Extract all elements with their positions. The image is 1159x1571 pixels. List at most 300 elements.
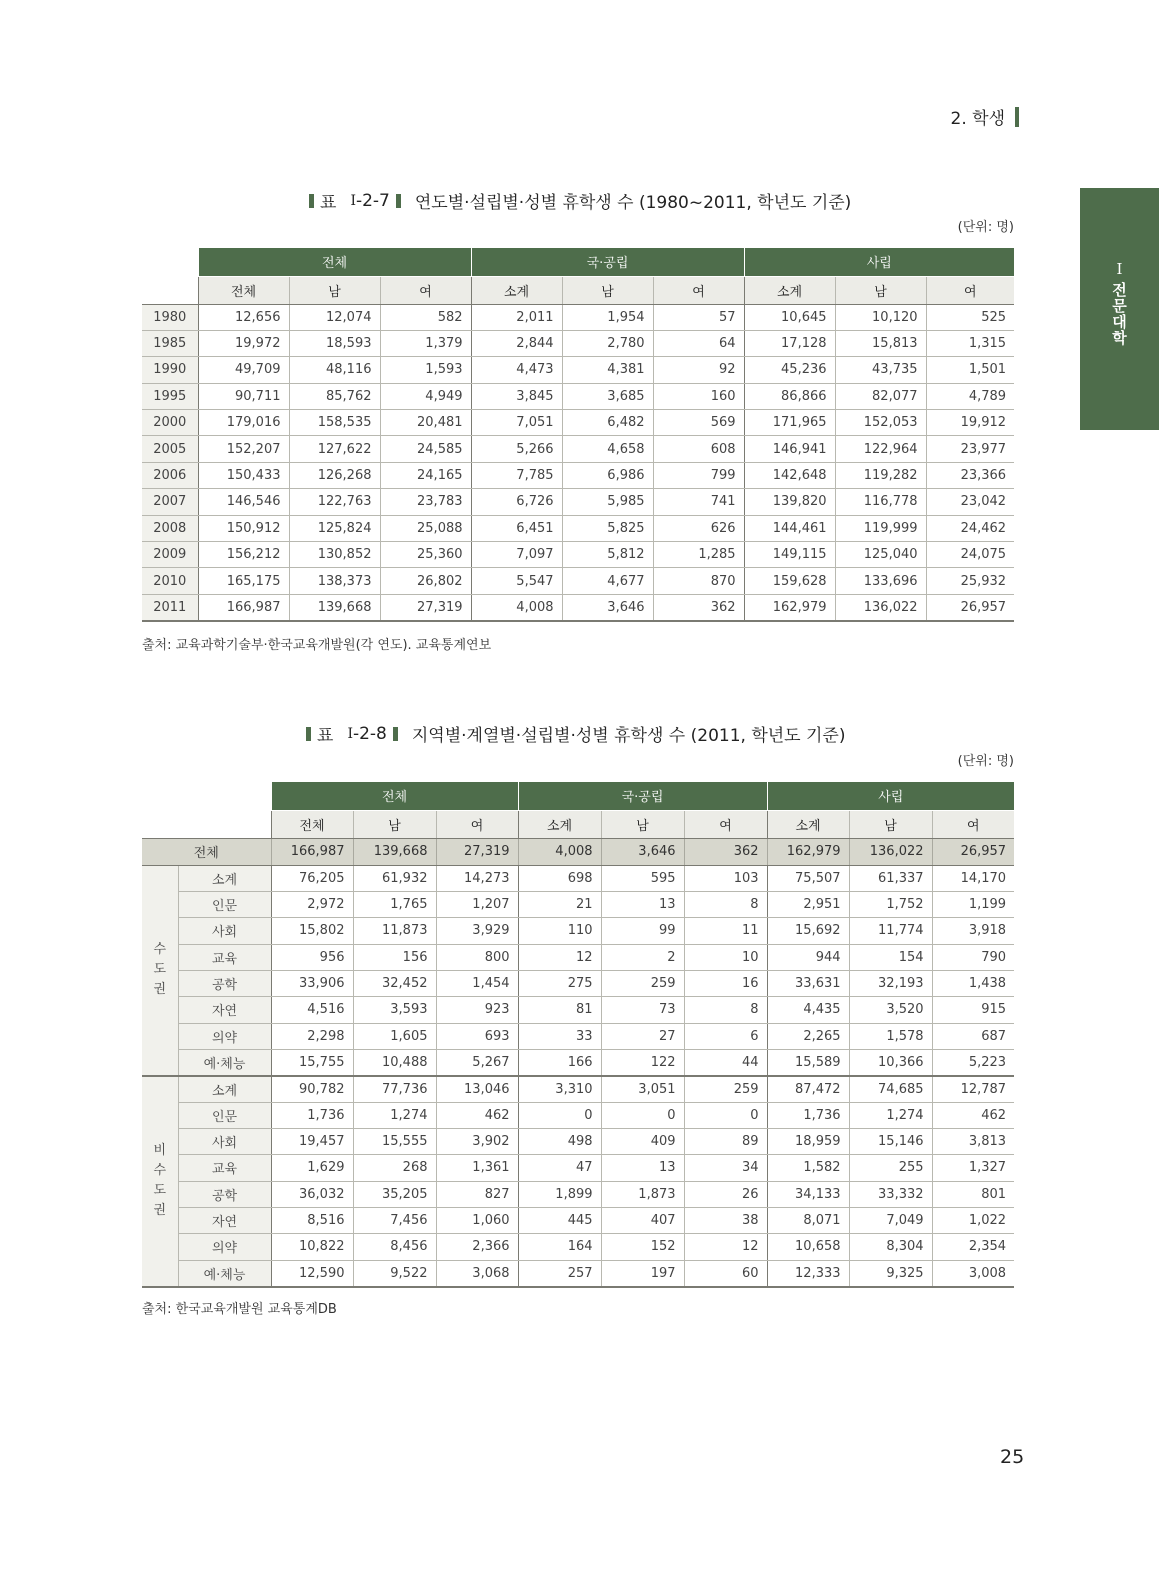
table-cell: 150,912	[198, 515, 289, 541]
table-cell: 139,820	[744, 489, 835, 515]
table2-unit: (단위: 명)	[957, 754, 1014, 769]
table-cell: 162,979	[767, 838, 849, 865]
table-cell: 159,628	[744, 568, 835, 594]
region-label-char: 수	[153, 942, 167, 958]
table-cell: 6,482	[562, 410, 653, 436]
table-cell: 259	[684, 1076, 767, 1102]
table-cell: 275	[518, 970, 601, 996]
table-cell: 1,207	[436, 891, 518, 917]
table-cell: 49,709	[198, 357, 289, 383]
row-year-label: 2005	[142, 436, 198, 462]
table-row	[142, 1076, 1014, 1102]
table-cell: 166,987	[271, 838, 353, 865]
table-cell: 445	[518, 1207, 601, 1233]
table-cell: 595	[601, 865, 684, 891]
table-cell: 43,735	[835, 357, 926, 383]
table-row	[142, 1207, 1014, 1233]
table-cell: 25,932	[926, 568, 1014, 594]
table-row	[142, 410, 1014, 436]
table-cell: 800	[436, 944, 518, 970]
field-label: 교육	[178, 1155, 271, 1181]
table-cell: 4,516	[271, 997, 353, 1023]
table-cell: 156,212	[198, 542, 289, 568]
field-label: 예·체능	[178, 1049, 271, 1075]
table-cell: 12,333	[767, 1260, 849, 1286]
table-cell: 23,783	[380, 489, 471, 515]
table-cell: 799	[653, 462, 744, 488]
table-cell: 90,782	[271, 1076, 353, 1102]
table-cell: 3,068	[436, 1260, 518, 1286]
table1-title-number: -2-7	[355, 190, 390, 211]
table-cell: 10,366	[849, 1049, 932, 1075]
table-cell: 268	[353, 1155, 436, 1181]
table1-column-header: 여	[926, 276, 1014, 304]
table-cell: 23,366	[926, 462, 1014, 488]
table-cell: 21	[518, 891, 601, 917]
field-label: 자연	[178, 1207, 271, 1233]
table-cell: 257	[518, 1260, 601, 1286]
table-cell: 13	[601, 891, 684, 917]
total-row	[142, 838, 1014, 865]
table-cell: 158,535	[289, 410, 380, 436]
table1-title-prefix: 표	[320, 193, 337, 213]
field-label: 예·체능	[178, 1260, 271, 1286]
table-cell: 150,433	[198, 462, 289, 488]
table-row	[142, 918, 1014, 944]
table-cell: 259	[601, 970, 684, 996]
table-cell: 3,929	[436, 918, 518, 944]
table-cell: 2,780	[562, 330, 653, 356]
table-cell: 149,115	[744, 542, 835, 568]
table-cell: 498	[518, 1128, 601, 1154]
table-cell: 6,986	[562, 462, 653, 488]
table-cell: 122	[601, 1049, 684, 1075]
table-cell: 9,325	[849, 1260, 932, 1286]
table-cell: 944	[767, 944, 849, 970]
table-cell: 12,787	[932, 1076, 1014, 1102]
table-cell: 10,658	[767, 1234, 849, 1260]
table-cell: 156	[353, 944, 436, 970]
field-label: 의약	[178, 1023, 271, 1049]
region-label-char: 도	[153, 1183, 167, 1199]
table2-column-header: 여	[684, 810, 767, 838]
table-row	[142, 891, 1014, 917]
table-cell: 138,373	[289, 568, 380, 594]
table1-unit: (단위: 명)	[957, 220, 1014, 235]
table-cell: 582	[380, 304, 471, 330]
table-cell: 608	[653, 436, 744, 462]
table-cell: 2,972	[271, 891, 353, 917]
table1-source: 출처: 교육과학기술부·한국교육개발원(각 연도). 교육통계연보	[142, 638, 492, 653]
table-cell: 26,957	[926, 594, 1014, 620]
table-cell: 915	[932, 997, 1014, 1023]
table1-column-header: 전체	[198, 276, 289, 304]
row-year-label: 2010	[142, 568, 198, 594]
table-cell: 4,008	[471, 594, 562, 620]
table-cell: 8,516	[271, 1207, 353, 1233]
table-cell: 119,999	[835, 515, 926, 541]
table-cell: 5,812	[562, 542, 653, 568]
region-label-char: 도	[153, 962, 167, 978]
table2-title-prefix: 표	[317, 726, 334, 746]
table-cell: 3,646	[562, 594, 653, 620]
table-cell: 10,120	[835, 304, 926, 330]
table2-body	[142, 838, 1014, 1287]
table-cell: 3,813	[932, 1128, 1014, 1154]
table-cell: 407	[601, 1207, 684, 1233]
table-cell: 139,668	[353, 838, 436, 865]
table-cell: 23,977	[926, 436, 1014, 462]
table-row	[142, 1023, 1014, 1049]
table-cell: 3,520	[849, 997, 932, 1023]
field-label: 교육	[178, 944, 271, 970]
table-cell: 462	[436, 1102, 518, 1128]
table-cell: 36,032	[271, 1181, 353, 1207]
table-cell: 35,205	[353, 1181, 436, 1207]
table-cell: 15,813	[835, 330, 926, 356]
table-cell: 11,774	[849, 918, 932, 944]
table-cell: 165,175	[198, 568, 289, 594]
table-cell: 693	[436, 1023, 518, 1049]
table2-column-header: 여	[436, 810, 518, 838]
table-cell: 4,008	[518, 838, 601, 865]
table-cell: 152,053	[835, 410, 926, 436]
table-row	[142, 436, 1014, 462]
field-label: 자연	[178, 997, 271, 1023]
table-cell: 18,959	[767, 1128, 849, 1154]
table2-column-header: 남	[353, 810, 436, 838]
table-cell: 15,802	[271, 918, 353, 944]
table2-group-header: 전체	[271, 782, 518, 810]
table-cell: 142,648	[744, 462, 835, 488]
table-cell: 122,964	[835, 436, 926, 462]
table-row	[142, 304, 1014, 330]
table-cell: 12,590	[271, 1260, 353, 1286]
table-cell: 4,789	[926, 383, 1014, 409]
table-cell: 5,985	[562, 489, 653, 515]
table-cell: 19,457	[271, 1128, 353, 1154]
table-cell: 15,755	[271, 1049, 353, 1075]
chapter-label	[1080, 282, 1159, 346]
table-cell: 10,645	[744, 304, 835, 330]
table-cell: 4,677	[562, 568, 653, 594]
table-cell: 1,736	[271, 1102, 353, 1128]
table-cell: 2,844	[471, 330, 562, 356]
table-cell: 13,046	[436, 1076, 518, 1102]
region-label	[142, 1076, 178, 1287]
region-label-char: 비	[153, 1143, 167, 1159]
table-cell: 24,585	[380, 436, 471, 462]
table-cell: 86,866	[744, 383, 835, 409]
table-cell: 923	[436, 997, 518, 1023]
table-cell: 15,589	[767, 1049, 849, 1075]
table-cell: 12,074	[289, 304, 380, 330]
table-cell: 1,765	[353, 891, 436, 917]
table-cell: 27	[601, 1023, 684, 1049]
table-cell: 26,802	[380, 568, 471, 594]
table-cell: 16	[684, 970, 767, 996]
table-cell: 152	[601, 1234, 684, 1260]
table2-column-header-row	[142, 810, 1014, 838]
table-cell: 7,456	[353, 1207, 436, 1233]
table-cell: 87,472	[767, 1076, 849, 1102]
field-label: 의약	[178, 1234, 271, 1260]
table-cell: 73	[601, 997, 684, 1023]
table-cell: 1,274	[849, 1102, 932, 1128]
table-cell: 2,298	[271, 1023, 353, 1049]
table-row	[142, 330, 1014, 356]
table-cell: 11,873	[353, 918, 436, 944]
table-cell: 1,438	[932, 970, 1014, 996]
table-cell: 64	[653, 330, 744, 356]
row-year-label: 2000	[142, 410, 198, 436]
total-row-label: 전체	[142, 838, 271, 865]
table2-column-header: 남	[601, 810, 684, 838]
table-cell: 24,462	[926, 515, 1014, 541]
table-cell: 38	[684, 1207, 767, 1233]
table1-group-header: 국·공립	[471, 248, 744, 276]
table-cell: 48,116	[289, 357, 380, 383]
table-cell: 5,825	[562, 515, 653, 541]
table-cell: 462	[932, 1102, 1014, 1128]
table2-group-header: 사립	[767, 782, 1014, 810]
row-year-label: 2008	[142, 515, 198, 541]
table-cell: 827	[436, 1181, 518, 1207]
table-cell: 255	[849, 1155, 932, 1181]
table-cell: 152,207	[198, 436, 289, 462]
field-label: 공학	[178, 970, 271, 996]
running-head-bar	[1015, 107, 1019, 127]
table-cell: 75,507	[767, 865, 849, 891]
table-row	[142, 1155, 1014, 1181]
field-label: 사회	[178, 1128, 271, 1154]
table-cell: 790	[932, 944, 1014, 970]
table-cell: 130,852	[289, 542, 380, 568]
table-cell: 44	[684, 1049, 767, 1075]
table-cell: 3,646	[601, 838, 684, 865]
running-head	[951, 104, 1019, 129]
table-cell: 1,582	[767, 1155, 849, 1181]
table1-column-header: 여	[653, 276, 744, 304]
table-cell: 741	[653, 489, 744, 515]
table-cell: 33,332	[849, 1181, 932, 1207]
table-row	[142, 383, 1014, 409]
table-cell: 4,949	[380, 383, 471, 409]
table-cell: 5,267	[436, 1049, 518, 1075]
table-cell: 164	[518, 1234, 601, 1260]
table-cell: 626	[653, 515, 744, 541]
table-cell: 19,972	[198, 330, 289, 356]
table-cell: 162,979	[744, 594, 835, 620]
table-cell: 2,951	[767, 891, 849, 917]
table-cell: 1,501	[926, 357, 1014, 383]
table-cell: 33	[518, 1023, 601, 1049]
table1-column-header: 남	[835, 276, 926, 304]
table-cell: 92	[653, 357, 744, 383]
page-number: 25	[1000, 1446, 1025, 1468]
table-cell: 12	[518, 944, 601, 970]
row-year-label: 2011	[142, 594, 198, 620]
table1-title-roman: Ⅰ	[350, 192, 356, 209]
table-cell: 26	[684, 1181, 767, 1207]
table-cell: 166,987	[198, 594, 289, 620]
table-cell: 154	[849, 944, 932, 970]
table2-source: 출처: 한국교육개발원 교육통계DB	[142, 1302, 337, 1317]
table-cell: 32,452	[353, 970, 436, 996]
chapter-label-char: 학	[1112, 329, 1127, 347]
table-cell: 1,629	[271, 1155, 353, 1181]
table-cell: 3,310	[518, 1076, 601, 1102]
table-cell: 4,473	[471, 357, 562, 383]
table-cell: 34,133	[767, 1181, 849, 1207]
table-row	[142, 865, 1014, 891]
table-cell: 1,593	[380, 357, 471, 383]
table-cell: 1,022	[932, 1207, 1014, 1233]
row-year-label: 2009	[142, 542, 198, 568]
row-year-label: 1980	[142, 304, 198, 330]
table-cell: 125,824	[289, 515, 380, 541]
region-label-char: 권	[153, 982, 167, 998]
table-cell: 15,692	[767, 918, 849, 944]
table-cell: 14,170	[932, 865, 1014, 891]
table-cell: 7,051	[471, 410, 562, 436]
table-cell: 146,941	[744, 436, 835, 462]
table-cell: 166	[518, 1049, 601, 1075]
table-cell: 4,658	[562, 436, 653, 462]
table-cell: 160	[653, 383, 744, 409]
table-cell: 197	[601, 1260, 684, 1286]
row-year-label: 1990	[142, 357, 198, 383]
table-cell: 85,762	[289, 383, 380, 409]
table-cell: 12,656	[198, 304, 289, 330]
table-cell: 27,319	[436, 838, 518, 865]
table-cell: 82,077	[835, 383, 926, 409]
table2-group-header: 국·공립	[518, 782, 767, 810]
table-cell: 14,273	[436, 865, 518, 891]
table-cell: 6	[684, 1023, 767, 1049]
table-cell: 8,304	[849, 1234, 932, 1260]
table-cell: 76,205	[271, 865, 353, 891]
table-row	[142, 489, 1014, 515]
table2-title-text: 지역별·계열별·설립별·성별 휴학생 수 (2011, 학년도 기준)	[411, 726, 846, 746]
table1-column-header-row	[142, 276, 1014, 304]
table1-column-header: 소계	[471, 276, 562, 304]
table-row	[142, 1181, 1014, 1207]
table2-title-number: -2-8	[352, 723, 387, 744]
table-cell: 1,736	[767, 1102, 849, 1128]
table-cell: 10,488	[353, 1049, 436, 1075]
table-cell: 122,763	[289, 489, 380, 515]
table-cell: 126,268	[289, 462, 380, 488]
table2-column-header: 소계	[518, 810, 601, 838]
table-cell: 7,049	[849, 1207, 932, 1233]
table-row	[142, 997, 1014, 1023]
table-cell: 6,451	[471, 515, 562, 541]
table-cell: 1,199	[932, 891, 1014, 917]
table1-group-header: 전체	[198, 248, 471, 276]
table-cell: 8	[684, 891, 767, 917]
table-cell: 8,456	[353, 1234, 436, 1260]
table-cell: 61,337	[849, 865, 932, 891]
table-cell: 32,193	[849, 970, 932, 996]
table-cell: 3,902	[436, 1128, 518, 1154]
table-cell: 33,906	[271, 970, 353, 996]
table-cell: 6,726	[471, 489, 562, 515]
table2-title-roman: Ⅰ	[347, 725, 353, 742]
table-row	[142, 515, 1014, 541]
table2	[142, 782, 1014, 1288]
table-cell: 8	[684, 997, 767, 1023]
table-cell: 57	[653, 304, 744, 330]
table-cell: 171,965	[744, 410, 835, 436]
running-head-text: 2. 학생	[950, 109, 1005, 129]
table-cell: 569	[653, 410, 744, 436]
table1-column-header: 여	[380, 276, 471, 304]
table-cell: 1,285	[653, 542, 744, 568]
table-cell: 10,822	[271, 1234, 353, 1260]
table1-corner-cell	[142, 276, 198, 304]
table-cell: 1,361	[436, 1155, 518, 1181]
table-cell: 15,146	[849, 1128, 932, 1154]
table-cell: 362	[684, 838, 767, 865]
table1-column-header: 소계	[744, 276, 835, 304]
table-cell: 136,022	[849, 838, 932, 865]
table-cell: 19,912	[926, 410, 1014, 436]
table2-column-header: 여	[932, 810, 1014, 838]
table-cell: 0	[684, 1102, 767, 1128]
table-cell: 525	[926, 304, 1014, 330]
table-cell: 127,622	[289, 436, 380, 462]
title-marker-right	[396, 194, 401, 208]
table2-group-header-row	[142, 782, 1014, 810]
table1-group-header: 사립	[744, 248, 1014, 276]
table2-corner-cell	[142, 782, 271, 810]
table-cell: 125,040	[835, 542, 926, 568]
region-label-char: 수	[153, 1163, 167, 1179]
table-cell: 1,873	[601, 1181, 684, 1207]
table-row	[142, 1128, 1014, 1154]
table-cell: 687	[932, 1023, 1014, 1049]
table-cell: 4,435	[767, 997, 849, 1023]
table-cell: 1,274	[353, 1102, 436, 1128]
table1-corner-cell	[142, 248, 198, 276]
table-cell: 20,481	[380, 410, 471, 436]
table-row	[142, 568, 1014, 594]
table-cell: 698	[518, 865, 601, 891]
table-cell: 74,685	[849, 1076, 932, 1102]
table1-title-text: 연도별·설립별·성별 휴학생 수 (1980~2011, 학년도 기준)	[414, 193, 852, 213]
table-cell: 3,845	[471, 383, 562, 409]
table-cell: 1,060	[436, 1207, 518, 1233]
table-cell: 1,454	[436, 970, 518, 996]
table-cell: 9,522	[353, 1260, 436, 1286]
table-cell: 99	[601, 918, 684, 944]
table-cell: 0	[518, 1102, 601, 1128]
table-cell: 61,932	[353, 865, 436, 891]
table-row	[142, 1234, 1014, 1260]
table-cell: 133,696	[835, 568, 926, 594]
table-cell: 15,555	[353, 1128, 436, 1154]
table-cell: 17,128	[744, 330, 835, 356]
table-cell: 362	[653, 594, 744, 620]
table-cell: 1,379	[380, 330, 471, 356]
table-cell: 1,605	[353, 1023, 436, 1049]
table1-group-header-row	[142, 248, 1014, 276]
table-cell: 5,223	[932, 1049, 1014, 1075]
table-cell: 7,097	[471, 542, 562, 568]
table-cell: 12	[684, 1234, 767, 1260]
chapter-roman-numeral: I	[1116, 260, 1123, 278]
